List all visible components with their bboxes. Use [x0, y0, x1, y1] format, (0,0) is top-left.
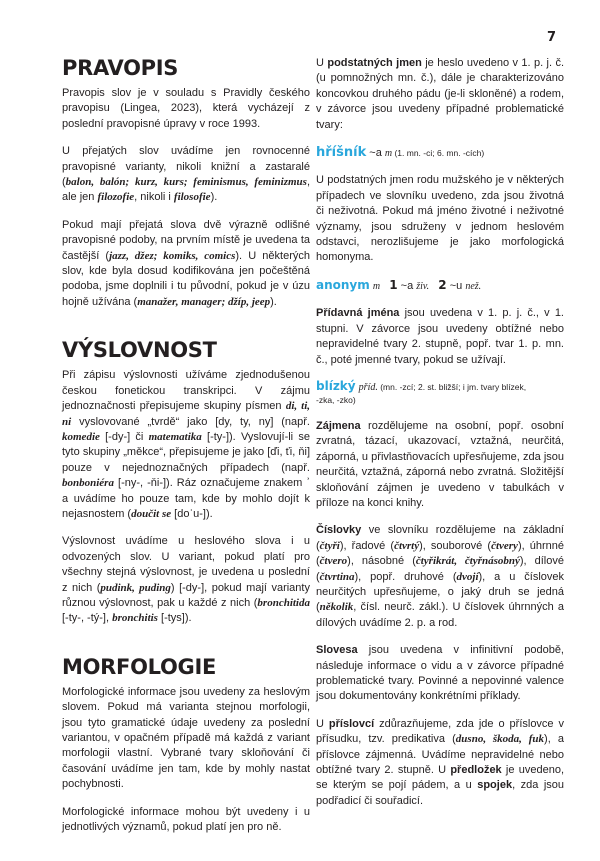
vyslovnost-paragraph-2: Výslovnost uvádíme u heslového slova i u odvozených slov. U variant, pokud platí pro všechny stejná výslovnost, je uvedena u poslední z nich (pudink, puding) [-dy-], pokud mají varianty různou výslovnost, pak u každé z nich (bronchitida [-ty-, -tý-], bronchitis [-tys]).: [62, 535, 310, 625]
example-entry-blizky: blízký příd. (mn. -zcí; 2. st. bližší; i jm. tvary blízek, -zka, -zko): [316, 378, 527, 405]
section-title-morfologie: MORFOLOGIE: [62, 654, 216, 679]
example-entry-anonym: anonym m 1 ~a živ. 2 ~u než.: [316, 277, 482, 292]
section-title-pravopis: PRAVOPIS: [62, 56, 179, 80]
example-entry-hrisnik: hříšník ~a m (1. mn. -ci; 6. mn. -cích): [316, 145, 485, 161]
animacy-paragraph: U podstatných jmen rodu mužského je v některých případech ve slovníku uvedeno, zda jsou životná či neživotná. Pokud má jméno životné i neživotné významy, jsou sdruženy v jednom heslovém odstavci, nerozlišujeme je jako morfologická homonyma.: [316, 174, 564, 264]
morfologie-paragraph-1: Morfologické informace jsou uvedeny za heslovým slovem. Pokud má varianta stejnou morfologii, jsou tyto gramatické údaje uvedeny za poslední variantou, v opačném případě má každá z variant morfologii vlastní. Vybrané tvary skloňování či časování uvádíme jen tam, kde by mohly nastat pochybnosti.: [62, 685, 310, 791]
verbs-paragraph: Slovesa jsou uvedena v infinitivní podobě, následuje informace o vidu a v závorce případné problematické tvary. Povinné a nepovinné valence jsou dokumentovány konkrétními příklady.: [316, 644, 564, 703]
section-title-vyslovnost: VÝSLOVNOST: [62, 338, 217, 363]
page-number: 7: [546, 30, 556, 45]
left-column: [62, 56, 310, 847]
morfologie-paragraph-2: Morfologické informace mohou být uvedeny i u jednotlivých významů, pokud platí jen pro ně.: [62, 805, 310, 834]
pronouns-paragraph: Zájmena rozdělujeme na osobní, popř. osobní zvratná, tázací, ukazovací, vztažná, neurčitá, záporná, u přivlastňovacích upřesňujeme, zda jsou neurčitá, vztažná, záporná nebo zvratná. Složitější skloňování zájmen je uvedeno v tabulkách v příloze na konci knihy.: [316, 419, 564, 509]
pravopis-paragraph-2: U přejatých slov uvádíme jen rovnocenné pravopisné varianty, nikoli knižní a zastaralé (balon, balón; kurz, kurs; feminismus, feminizmus, ale jen filozofie, nikoli i filosofie).: [62, 145, 310, 204]
pravopis-paragraph-3: Pokud mají přejatá slova dvě výrazně odlišné pravopisné podoby, na prvním místě je uvedena ta častější (jazz, džez; komiks, comics). U některých slov, kde byla dosud kodifikována jen počeštěná podoba, jsme doplnili i tu původní, pokud je v úzu hojně užívána (manažer, manager; džíp, jeep).: [62, 218, 311, 308]
headword: anonym: [316, 277, 370, 292]
pravopis-paragraph-1: Pravopis slov je v souladu s Pravidly českého pravopisu (Lingea, 2023), která vycházejí z poslední pravopisné úpravy v roce 1993.: [62, 87, 310, 130]
numerals-paragraph: Číslovky ve slovníku rozdělujeme na základní (čtyři), řadové (čtvrtý), souborové (čtvery), úhrnné (čtvero), násobné (čtyřikrát, čtyřnásobný), dílové (čtvrtina), popř. druhové (dvojí), a u číslovek neurčitých upřesňujeme, o jaký druh se jedná (několik, čísl. neurč. zákl.). U číslovek úhrnných a dílových uvádíme 2. p. a rod.: [316, 524, 565, 629]
nouns-paragraph: U podstatných jmen je heslo uvedeno v 1. p. j. č. (u pomnožných mn. č.), dále je charakterizováno koncovkou druhého pádu (je-li skloněné) a rodem, v závorce jsou uvedeny případné problematické tvary:: [316, 57, 565, 131]
headword: blízký: [316, 378, 356, 393]
vyslovnost-paragraph-1: Při zápisu výslovnosti užíváme zjednodušenou českou fonetickou transkripci. V zájmu jednoznačnosti přepisujeme skupiny písmen di, ti, ni vyslovované „tvrdě“ jako [dy, ty, ny] (např. komedie [-dy-] či matematika [-ty-]). Vyslovují-li se tyto skupiny „měkce“, přepisujeme je jako [ďi, ťi, ňi] pouze v nejednoznačných případech (např. bonboniéra [-ny-, -ňi-]). Ráz označujeme znakem ʾ a uvádíme ho pouze tam, kde by mohlo dojít k nejasnostem (doučit se [doʾu-]).: [62, 369, 310, 520]
adjectives-paragraph: Přídavná jména jsou uvedena v 1. p. j. č., v 1. stupni. V závorce jsou uvedeny obtížné nebo nepravidelné tvary 2. stupně, popř. tvar 1. p. mn. č., poté jmenné tvary, pokud se užívají.: [316, 307, 564, 366]
headword: hříšník: [316, 145, 367, 161]
right-column: [316, 56, 564, 821]
adverbs-paragraph: U příslovcí zdůrazňujeme, zda jde o příslovce v přísudku, tzv. predikativa (dusno, škoda, fuk), a příslovce zájmenná. Uvádíme nepravidelné nebo obtížné tvary 2. stupně. U předložek je uvedeno, se kterým se pojí pádem, a u spojek, zda jsou podřadicí či souřadicí.: [316, 717, 564, 807]
